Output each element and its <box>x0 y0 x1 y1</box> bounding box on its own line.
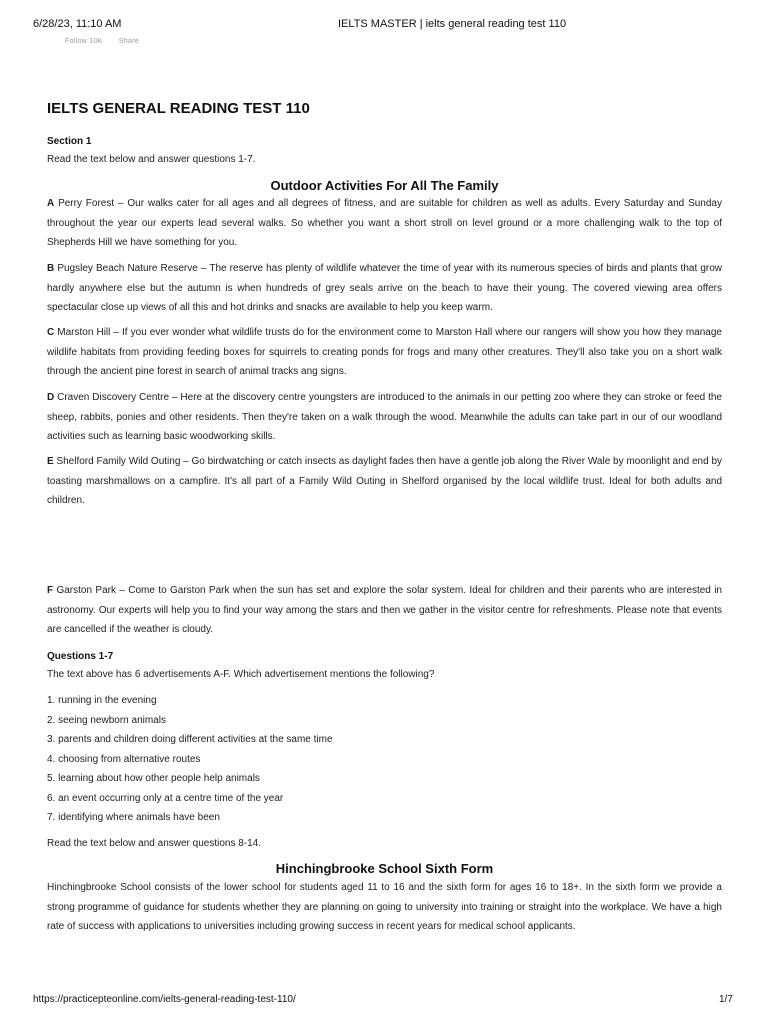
list-item: 4. choosing from alternative routes <box>47 753 201 765</box>
list-item: 5. learning about how other people help animals <box>47 773 260 784</box>
questions-label: Questions 1-7 <box>47 651 114 662</box>
paragraph-b <box>47 259 722 318</box>
section-heading: Outdoor Activities For All The Family <box>270 178 499 193</box>
paragraph-text: Pugsley Beach Nature Reserve – The reserve has plenty of wildlife whatever the time of year with its numerous species of birds and plants that grow hardly anywhere else but the autumn is when hundreds of grey seals arrive on the beach to have their young. The covered viewing area offers spectacular close up views of all this and hot drinks and snacks are available to help you keep warm. <box>47 263 722 313</box>
follow-button[interactable]: Follow 10K <box>65 38 103 45</box>
paragraph-letter: E <box>47 456 54 467</box>
section-intro: Read the text below and answer questions 1-7. <box>47 154 256 165</box>
paragraph-text: Garston Park – Come to Garston Park when the sun has set and explore the solar system. Ideal for children and their parents who are interested in astronomy. Our experts will help you to find your way among the stars and then we gather in the visitor centre for refreshments. Please note that events are cancelled if the weather is cloudy. <box>47 585 722 635</box>
paragraph-text: Perry Forest – Our walks cater for all ages and all degrees of fitness, and are suitable for children as well as adults. Every Saturday and Sunday throughout the year our experts lead several walks. So whether you want a short stroll on level ground or a more challenging walk to the top of Shepherds Hill we have something for you. <box>47 198 722 248</box>
section-label: Section 1 <box>47 136 92 147</box>
paragraph-letter: C <box>47 327 55 338</box>
section2-intro: Read the text below and answer questions 8-14. <box>47 838 262 849</box>
print-datetime: 6/28/23, 11:10 AM <box>33 18 122 30</box>
section2-heading: Hinchingbrooke School Sixth Form <box>275 861 494 876</box>
paragraph-d <box>47 388 722 447</box>
paragraph-text: Marston Hill – If you ever wonder what wildlife trusts do for the environment come to Marston Hall where our rangers will show you how they manage wildlife habitats from providing feeding boxes for squirrels to creating ponds for frogs and many other creatures. They'll also take you on a short walk through the ancient pine forest in search of animal tracks ang signs. <box>47 327 722 377</box>
question-list <box>47 691 722 828</box>
print-page-title: IELTS MASTER | ielts general reading test 110 <box>338 18 567 30</box>
paragraph-letter: B <box>47 263 55 274</box>
list-item: 1. running in the evening <box>47 695 157 706</box>
page-title: IELTS GENERAL READING TEST 110 <box>47 100 310 117</box>
paragraph-letter: F <box>47 585 54 596</box>
section2-paragraph: Hinchingbrooke School consists of the lower school for students aged 11 to 16 and the sixth form for ages 16 to 18+. In the sixth form we provide a strong programme of guidance for students whether they are planning on going to university into training or straight into the workplace. We have a high rate of success with applications to universities including growing success in recent years for medical school applicants. <box>47 882 722 932</box>
paragraph-letter: A <box>47 198 55 209</box>
paragraph-text: Craven Discovery Centre – Here at the discovery centre youngsters are introduced to the animals in our petting zoo where they can stroke or feed the sheep, rabbits, ponies and other residents. Then they're taken on a walk through the wood. Meanwhile the adults can take part in our of our woodland activities such as learning basic woodworking skills. <box>47 392 722 442</box>
list-item: 6. an event occurring only at a centre time of the year <box>47 792 284 804</box>
questions-instruction: The text above has 6 advertisements A-F. Which advertisement mentions the following? <box>47 669 435 680</box>
paragraph-letter: D <box>47 392 55 403</box>
list-item: 2. seeing newborn animals <box>47 714 166 726</box>
footer-url: https://practicepteonline.com/ielts-general-reading-test-110/ <box>33 994 296 1005</box>
paragraph-c <box>47 323 722 382</box>
list-item: 7. identifying where animals have been <box>47 812 220 823</box>
paragraph-a <box>47 194 722 253</box>
paragraph-f <box>47 581 722 640</box>
page-number: 1/7 <box>719 994 733 1005</box>
paragraph-e <box>47 452 722 511</box>
social-bar <box>65 38 153 45</box>
share-button[interactable]: Share <box>118 38 140 45</box>
list-item: 3. parents and children doing different activities at the same time <box>47 734 333 745</box>
paragraph-text: Shelford Family Wild Outing – Go birdwatching or catch insects as daylight fades then have a gentle job along the River Wale by moonlight and end by toasting marshmallows on a campfire. It's all part of a Family Wild Outing in Shelford organised by the local wildlife trust. Ideal for both adults and children. <box>47 456 723 506</box>
